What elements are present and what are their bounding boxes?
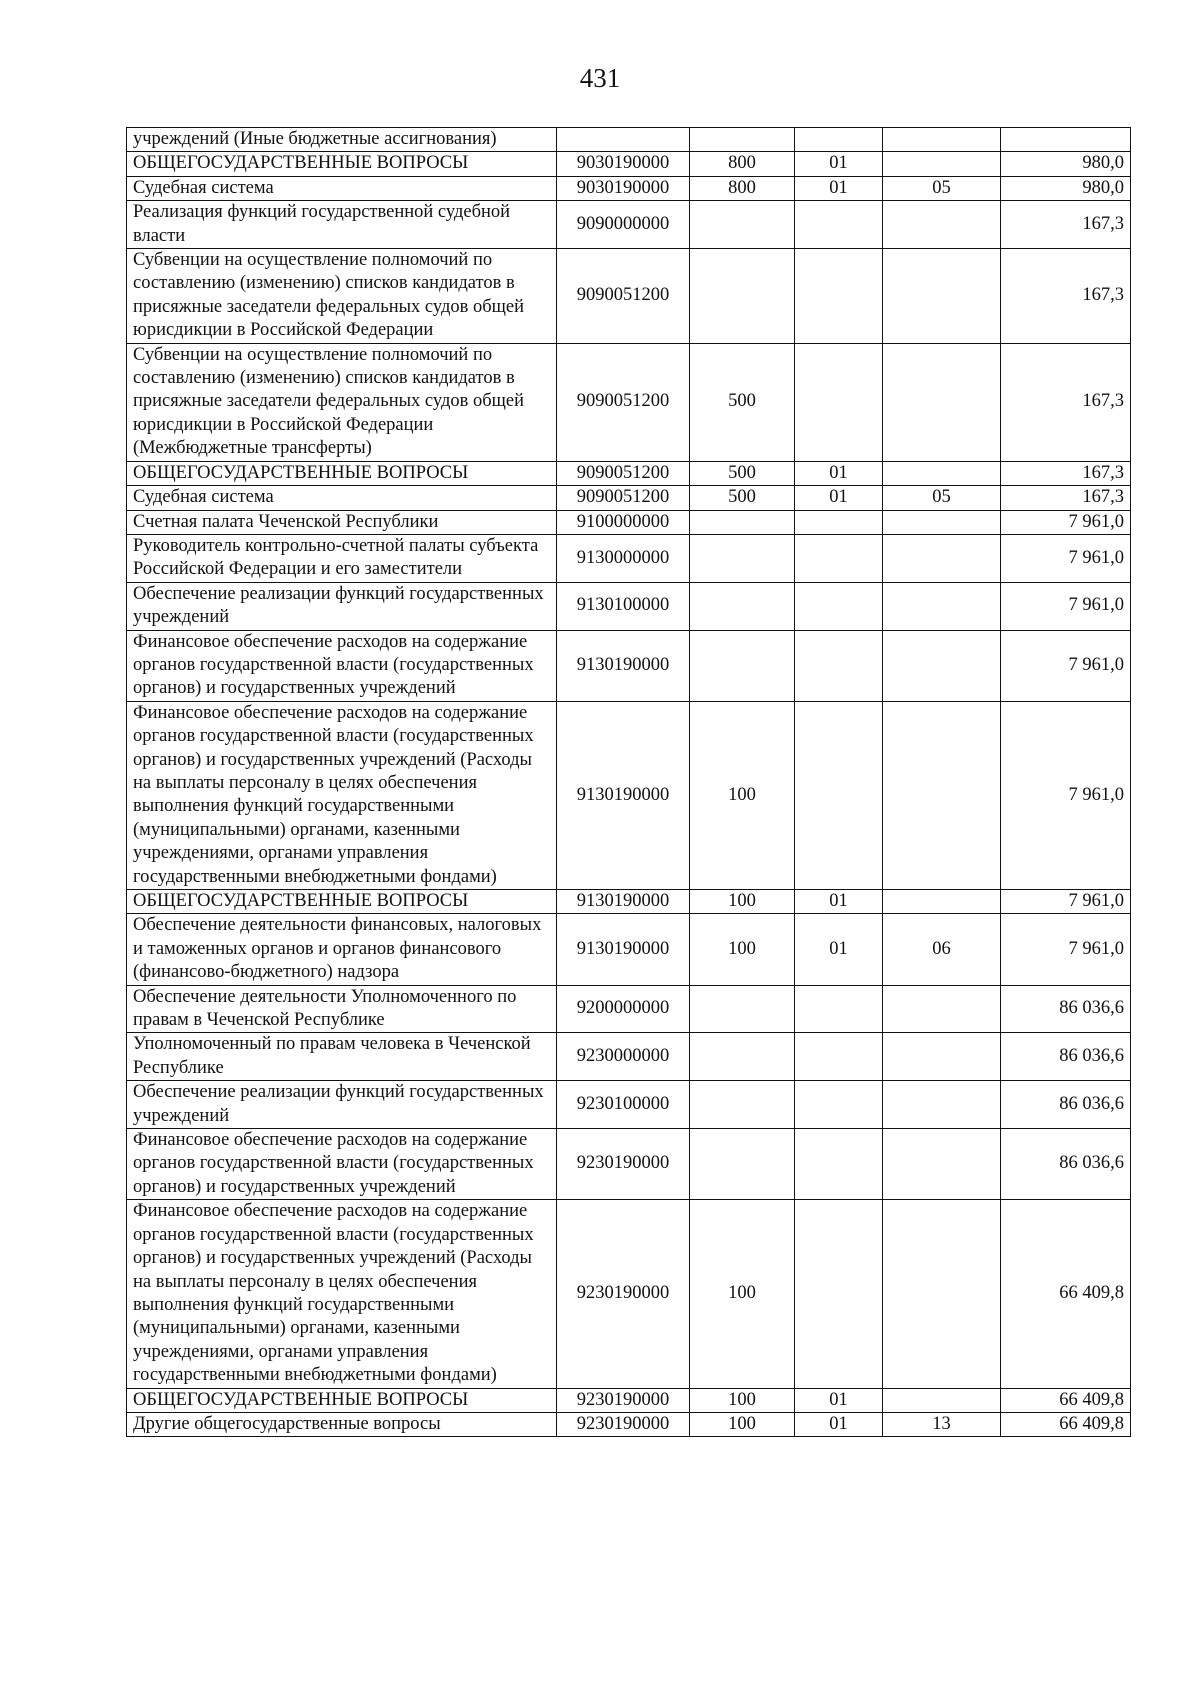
cell-subsection	[883, 1033, 1001, 1081]
cell-target-code: 9130190000	[557, 701, 690, 889]
cell-subsection	[883, 1388, 1001, 1412]
cell-subsection	[883, 461, 1001, 485]
cell-amount: 167,3	[1001, 343, 1131, 461]
cell-name: Обеспечение реализации функций государственных учреждений	[127, 582, 557, 630]
table-row	[127, 343, 1131, 461]
cell-name: Обеспечение деятельности Уполномоченного по правам в Чеченской Республике	[127, 985, 557, 1033]
cell-name: Финансовое обеспечение расходов на содержание органов государственной власти (государственных органов) и государственных учреждений (Расходы на выплаты персоналу в целях обеспечения выполнения функций государственными (муниципальными) органами, казенными учреждениями, органами управления государственными внебюджетными фондами)	[127, 1200, 557, 1388]
cell-expense-type	[690, 201, 795, 249]
cell-section: 01	[795, 461, 883, 485]
cell-target-code: 9130190000	[557, 914, 690, 985]
cell-expense-type: 800	[690, 176, 795, 200]
cell-subsection	[883, 534, 1001, 582]
cell-name: Реализация функций государственной судебной власти	[127, 201, 557, 249]
cell-amount: 86 036,6	[1001, 1081, 1131, 1129]
cell-section	[795, 630, 883, 701]
cell-name: Другие общегосударственные вопросы	[127, 1412, 557, 1436]
table-row	[127, 534, 1131, 582]
cell-amount: 7 961,0	[1001, 630, 1131, 701]
cell-name: ОБЩЕГОСУДАРСТВЕННЫЕ ВОПРОСЫ	[127, 461, 557, 485]
cell-name: Руководитель контрольно-счетной палаты субъекта Российской Федерации и его заместители	[127, 534, 557, 582]
cell-name: Судебная система	[127, 176, 557, 200]
cell-amount	[1001, 128, 1131, 152]
cell-name: учреждений (Иные бюджетные ассигнования)	[127, 128, 557, 152]
cell-amount: 86 036,6	[1001, 1033, 1131, 1081]
cell-name: ОБЩЕГОСУДАРСТВЕННЫЕ ВОПРОСЫ	[127, 152, 557, 176]
cell-target-code: 9230000000	[557, 1033, 690, 1081]
cell-amount: 66 409,8	[1001, 1412, 1131, 1436]
cell-section: 01	[795, 176, 883, 200]
cell-subsection	[883, 582, 1001, 630]
cell-expense-type: 100	[690, 1388, 795, 1412]
cell-target-code: 9230190000	[557, 1129, 690, 1200]
cell-subsection	[883, 890, 1001, 914]
cell-amount: 66 409,8	[1001, 1200, 1131, 1388]
cell-amount: 7 961,0	[1001, 534, 1131, 582]
table-row	[127, 1033, 1131, 1081]
cell-expense-type	[690, 985, 795, 1033]
cell-section	[795, 510, 883, 534]
cell-subsection	[883, 1129, 1001, 1200]
cell-target-code: 9090051200	[557, 486, 690, 510]
cell-expense-type	[690, 582, 795, 630]
cell-subsection	[883, 343, 1001, 461]
cell-target-code: 9130190000	[557, 630, 690, 701]
cell-amount: 7 961,0	[1001, 914, 1131, 985]
cell-amount: 167,3	[1001, 201, 1131, 249]
cell-expense-type	[690, 510, 795, 534]
cell-target-code: 9090000000	[557, 201, 690, 249]
page-number: 431	[579, 63, 621, 93]
cell-target-code: 9130000000	[557, 534, 690, 582]
cell-subsection	[883, 249, 1001, 344]
cell-name: Уполномоченный по правам человека в Чеченской Республике	[127, 1033, 557, 1081]
table-row	[127, 510, 1131, 534]
table-row	[127, 582, 1131, 630]
cell-expense-type	[690, 1081, 795, 1129]
table-row	[127, 201, 1131, 249]
table-body	[127, 128, 1131, 1437]
cell-subsection	[883, 1081, 1001, 1129]
table-row	[127, 1129, 1131, 1200]
cell-amount: 66 409,8	[1001, 1388, 1131, 1412]
cell-section	[795, 701, 883, 889]
cell-expense-type	[690, 1033, 795, 1081]
table-row	[127, 1081, 1131, 1129]
cell-expense-type: 100	[690, 1200, 795, 1388]
cell-section	[795, 1129, 883, 1200]
cell-name: Субвенции на осуществление полномочий по составлению (изменению) списков кандидатов в присяжные заседатели федеральных судов общей юрисдикции в Российской Федерации (Межбюджетные трансферты)	[127, 343, 557, 461]
cell-section	[795, 534, 883, 582]
cell-subsection: 13	[883, 1412, 1001, 1436]
cell-target-code: 9230190000	[557, 1200, 690, 1388]
cell-amount: 7 961,0	[1001, 510, 1131, 534]
cell-name: Счетная палата Чеченской Республики	[127, 510, 557, 534]
cell-name: Финансовое обеспечение расходов на содержание органов государственной власти (государственных органов) и государственных учреждений (Расходы на выплаты персоналу в целях обеспечения выполнения функций государственными (муниципальными) органами, казенными учреждениями, органами управления государственными внебюджетными фондами)	[127, 701, 557, 889]
cell-section	[795, 1081, 883, 1129]
table-row	[127, 630, 1131, 701]
cell-expense-type: 500	[690, 486, 795, 510]
budget-table	[126, 127, 1131, 1437]
table-row	[127, 128, 1131, 152]
cell-section	[795, 985, 883, 1033]
cell-target-code: 9090051200	[557, 343, 690, 461]
cell-subsection: 05	[883, 486, 1001, 510]
cell-section: 01	[795, 1412, 883, 1436]
cell-amount: 86 036,6	[1001, 1129, 1131, 1200]
cell-section	[795, 128, 883, 152]
cell-subsection	[883, 1200, 1001, 1388]
cell-subsection	[883, 510, 1001, 534]
cell-subsection	[883, 985, 1001, 1033]
cell-target-code: 9100000000	[557, 510, 690, 534]
cell-subsection	[883, 201, 1001, 249]
cell-section	[795, 1033, 883, 1081]
cell-expense-type	[690, 249, 795, 344]
cell-expense-type: 100	[690, 890, 795, 914]
cell-name: Обеспечение деятельности финансовых, налоговых и таможенных органов и органов финансового (финансово-бюджетного) надзора	[127, 914, 557, 985]
cell-expense-type: 100	[690, 701, 795, 889]
table-row	[127, 890, 1131, 914]
cell-amount: 167,3	[1001, 486, 1131, 510]
cell-subsection	[883, 701, 1001, 889]
cell-subsection	[883, 630, 1001, 701]
table-row	[127, 985, 1131, 1033]
cell-subsection: 06	[883, 914, 1001, 985]
cell-name: Финансовое обеспечение расходов на содержание органов государственной власти (государственных органов) и государственных учреждений	[127, 1129, 557, 1200]
cell-target-code: 9230190000	[557, 1412, 690, 1436]
cell-expense-type	[690, 1129, 795, 1200]
table-row	[127, 914, 1131, 985]
cell-name: ОБЩЕГОСУДАРСТВЕННЫЕ ВОПРОСЫ	[127, 890, 557, 914]
cell-target-code: 9200000000	[557, 985, 690, 1033]
cell-section	[795, 582, 883, 630]
cell-expense-type	[690, 630, 795, 701]
cell-section: 01	[795, 486, 883, 510]
table-row	[127, 1200, 1131, 1388]
cell-amount: 7 961,0	[1001, 582, 1131, 630]
cell-name: Субвенции на осуществление полномочий по составлению (изменению) списков кандидатов в присяжные заседатели федеральных судов общей юрисдикции в Российской Федерации	[127, 249, 557, 344]
cell-subsection	[883, 128, 1001, 152]
cell-amount: 167,3	[1001, 249, 1131, 344]
cell-expense-type: 100	[690, 1412, 795, 1436]
cell-section	[795, 249, 883, 344]
cell-name: ОБЩЕГОСУДАРСТВЕННЫЕ ВОПРОСЫ	[127, 1388, 557, 1412]
cell-amount: 980,0	[1001, 152, 1131, 176]
cell-target-code: 9230190000	[557, 1388, 690, 1412]
cell-target-code: 9130100000	[557, 582, 690, 630]
table-row	[127, 486, 1131, 510]
table-row	[127, 249, 1131, 344]
table-row	[127, 1388, 1131, 1412]
cell-target-code: 9030190000	[557, 152, 690, 176]
cell-expense-type	[690, 534, 795, 582]
cell-subsection	[883, 152, 1001, 176]
table-row	[127, 461, 1131, 485]
cell-target-code: 9130190000	[557, 890, 690, 914]
cell-section: 01	[795, 890, 883, 914]
table-row	[127, 176, 1131, 200]
cell-amount: 7 961,0	[1001, 890, 1131, 914]
table-row	[127, 152, 1131, 176]
cell-target-code: 9230100000	[557, 1081, 690, 1129]
cell-amount: 167,3	[1001, 461, 1131, 485]
cell-section: 01	[795, 1388, 883, 1412]
cell-name: Обеспечение реализации функций государственных учреждений	[127, 1081, 557, 1129]
cell-amount: 86 036,6	[1001, 985, 1131, 1033]
cell-subsection: 05	[883, 176, 1001, 200]
cell-expense-type	[690, 128, 795, 152]
cell-section	[795, 1200, 883, 1388]
cell-section	[795, 343, 883, 461]
cell-section: 01	[795, 914, 883, 985]
cell-expense-type: 100	[690, 914, 795, 985]
table-row	[127, 701, 1131, 889]
cell-name: Финансовое обеспечение расходов на содержание органов государственной власти (государственных органов) и государственных учреждений	[127, 630, 557, 701]
cell-expense-type: 800	[690, 152, 795, 176]
cell-expense-type: 500	[690, 461, 795, 485]
cell-target-code	[557, 128, 690, 152]
cell-amount: 980,0	[1001, 176, 1131, 200]
cell-target-code: 9090051200	[557, 461, 690, 485]
cell-name: Судебная система	[127, 486, 557, 510]
cell-target-code: 9030190000	[557, 176, 690, 200]
table-row	[127, 1412, 1131, 1436]
cell-expense-type: 500	[690, 343, 795, 461]
cell-amount: 7 961,0	[1001, 701, 1131, 889]
cell-section: 01	[795, 152, 883, 176]
cell-section	[795, 201, 883, 249]
cell-target-code: 9090051200	[557, 249, 690, 344]
